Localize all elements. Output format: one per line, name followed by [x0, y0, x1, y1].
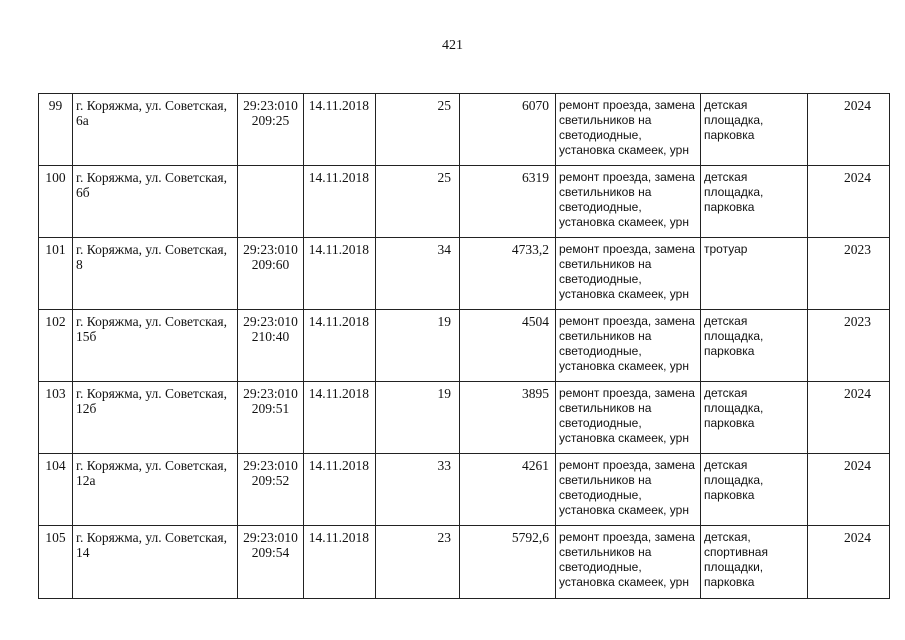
extra-works-cell: детская, спортивная площадки, парковка [701, 526, 808, 599]
quantity-cell: 34 [376, 238, 460, 310]
works-cell: ремонт проезда, замена светильников на светодиодные, установка скамеек, урн [556, 238, 701, 310]
area-cell: 6319 [460, 166, 556, 238]
year-cell: 2024 [808, 382, 890, 454]
cadastral-part-1: 29:23:010 [243, 242, 298, 257]
area-cell: 4261 [460, 454, 556, 526]
row-number: 102 [39, 310, 73, 382]
table-row [39, 238, 890, 310]
cadastral-part-2: 210:40 [251, 329, 290, 344]
extra-works-cell: детская площадка, парковка [701, 454, 808, 526]
year-cell: 2024 [808, 526, 890, 599]
table-body [39, 94, 890, 599]
table-row [39, 310, 890, 382]
extra-works-cell: детская площадка, парковка [701, 382, 808, 454]
cadastral-cell [238, 166, 304, 238]
row-number: 101 [39, 238, 73, 310]
address-cell: г. Коряжма, ул. Советская, 14 [73, 526, 238, 599]
year-cell: 2024 [808, 454, 890, 526]
cadastral-part-2: 209:52 [251, 473, 290, 488]
extra-works-cell: детская площадка, парковка [701, 94, 808, 166]
area-cell: 3895 [460, 382, 556, 454]
cadastral-part-2: 209:25 [251, 113, 290, 128]
cadastral-cell [238, 382, 304, 454]
table-row [39, 94, 890, 166]
address-cell: г. Коряжма, ул. Советская, 8 [73, 238, 238, 310]
address-cell: г. Коряжма, ул. Советская, 6а [73, 94, 238, 166]
page-number: 421 [442, 38, 463, 53]
date-cell: 14.11.2018 [304, 382, 376, 454]
works-cell: ремонт проезда, замена светильников на светодиодные, установка скамеек, урн [556, 310, 701, 382]
cadastral-part-1: 29:23:010 [243, 386, 298, 401]
row-number: 103 [39, 382, 73, 454]
cadastral-cell [238, 526, 304, 599]
cadastral-part-1: 29:23:010 [243, 530, 298, 545]
area-cell: 6070 [460, 94, 556, 166]
extra-works-cell: детская площадка, парковка [701, 166, 808, 238]
extra-works-cell: тротуар [701, 238, 808, 310]
address-cell: г. Коряжма, ул. Советская, 12а [73, 454, 238, 526]
cadastral-part-2: 209:60 [251, 257, 290, 272]
address-cell: г. Коряжма, ул. Советская, 6б [73, 166, 238, 238]
table-row [39, 166, 890, 238]
table-row [39, 382, 890, 454]
area-cell: 4733,2 [460, 238, 556, 310]
cadastral-part-1: 29:23:010 [243, 458, 298, 473]
cadastral-part-1: 29:23:010 [243, 98, 298, 113]
table-row [39, 454, 890, 526]
date-cell: 14.11.2018 [304, 310, 376, 382]
works-cell: ремонт проезда, замена светильников на светодиодные, установка скамеек, урн [556, 454, 701, 526]
works-cell: ремонт проезда, замена светильников на светодиодные, установка скамеек, урн [556, 166, 701, 238]
quantity-cell: 25 [376, 166, 460, 238]
year-cell: 2023 [808, 238, 890, 310]
quantity-cell: 25 [376, 94, 460, 166]
quantity-cell: 19 [376, 310, 460, 382]
cadastral-part-2: 209:51 [251, 401, 290, 416]
works-cell: ремонт проезда, замена светильников на светодиодные, установка скамеек, урн [556, 94, 701, 166]
cadastral-cell [238, 310, 304, 382]
quantity-cell: 33 [376, 454, 460, 526]
area-cell: 4504 [460, 310, 556, 382]
date-cell: 14.11.2018 [304, 238, 376, 310]
cadastral-cell [238, 94, 304, 166]
improvement-table [38, 93, 890, 599]
date-cell: 14.11.2018 [304, 166, 376, 238]
cadastral-part-1: 29:23:010 [243, 314, 298, 329]
extra-works-cell: детская площадка, парковка [701, 310, 808, 382]
cadastral-part-2: 209:54 [251, 545, 290, 560]
table-row [39, 526, 890, 599]
address-cell: г. Коряжма, ул. Советская, 12б [73, 382, 238, 454]
works-cell: ремонт проезда, замена светильников на светодиодные, установка скамеек, урн [556, 382, 701, 454]
date-cell: 14.11.2018 [304, 454, 376, 526]
date-cell: 14.11.2018 [304, 526, 376, 599]
row-number: 99 [39, 94, 73, 166]
address-cell: г. Коряжма, ул. Советская, 15б [73, 310, 238, 382]
quantity-cell: 19 [376, 382, 460, 454]
cadastral-cell [238, 454, 304, 526]
cadastral-cell [238, 238, 304, 310]
date-cell: 14.11.2018 [304, 94, 376, 166]
row-number: 105 [39, 526, 73, 599]
quantity-cell: 23 [376, 526, 460, 599]
area-cell: 5792,6 [460, 526, 556, 599]
year-cell: 2023 [808, 310, 890, 382]
row-number: 100 [39, 166, 73, 238]
works-cell: ремонт проезда, замена светильников на светодиодные, установка скамеек, урн [556, 526, 701, 599]
year-cell: 2024 [808, 94, 890, 166]
row-number: 104 [39, 454, 73, 526]
year-cell: 2024 [808, 166, 890, 238]
